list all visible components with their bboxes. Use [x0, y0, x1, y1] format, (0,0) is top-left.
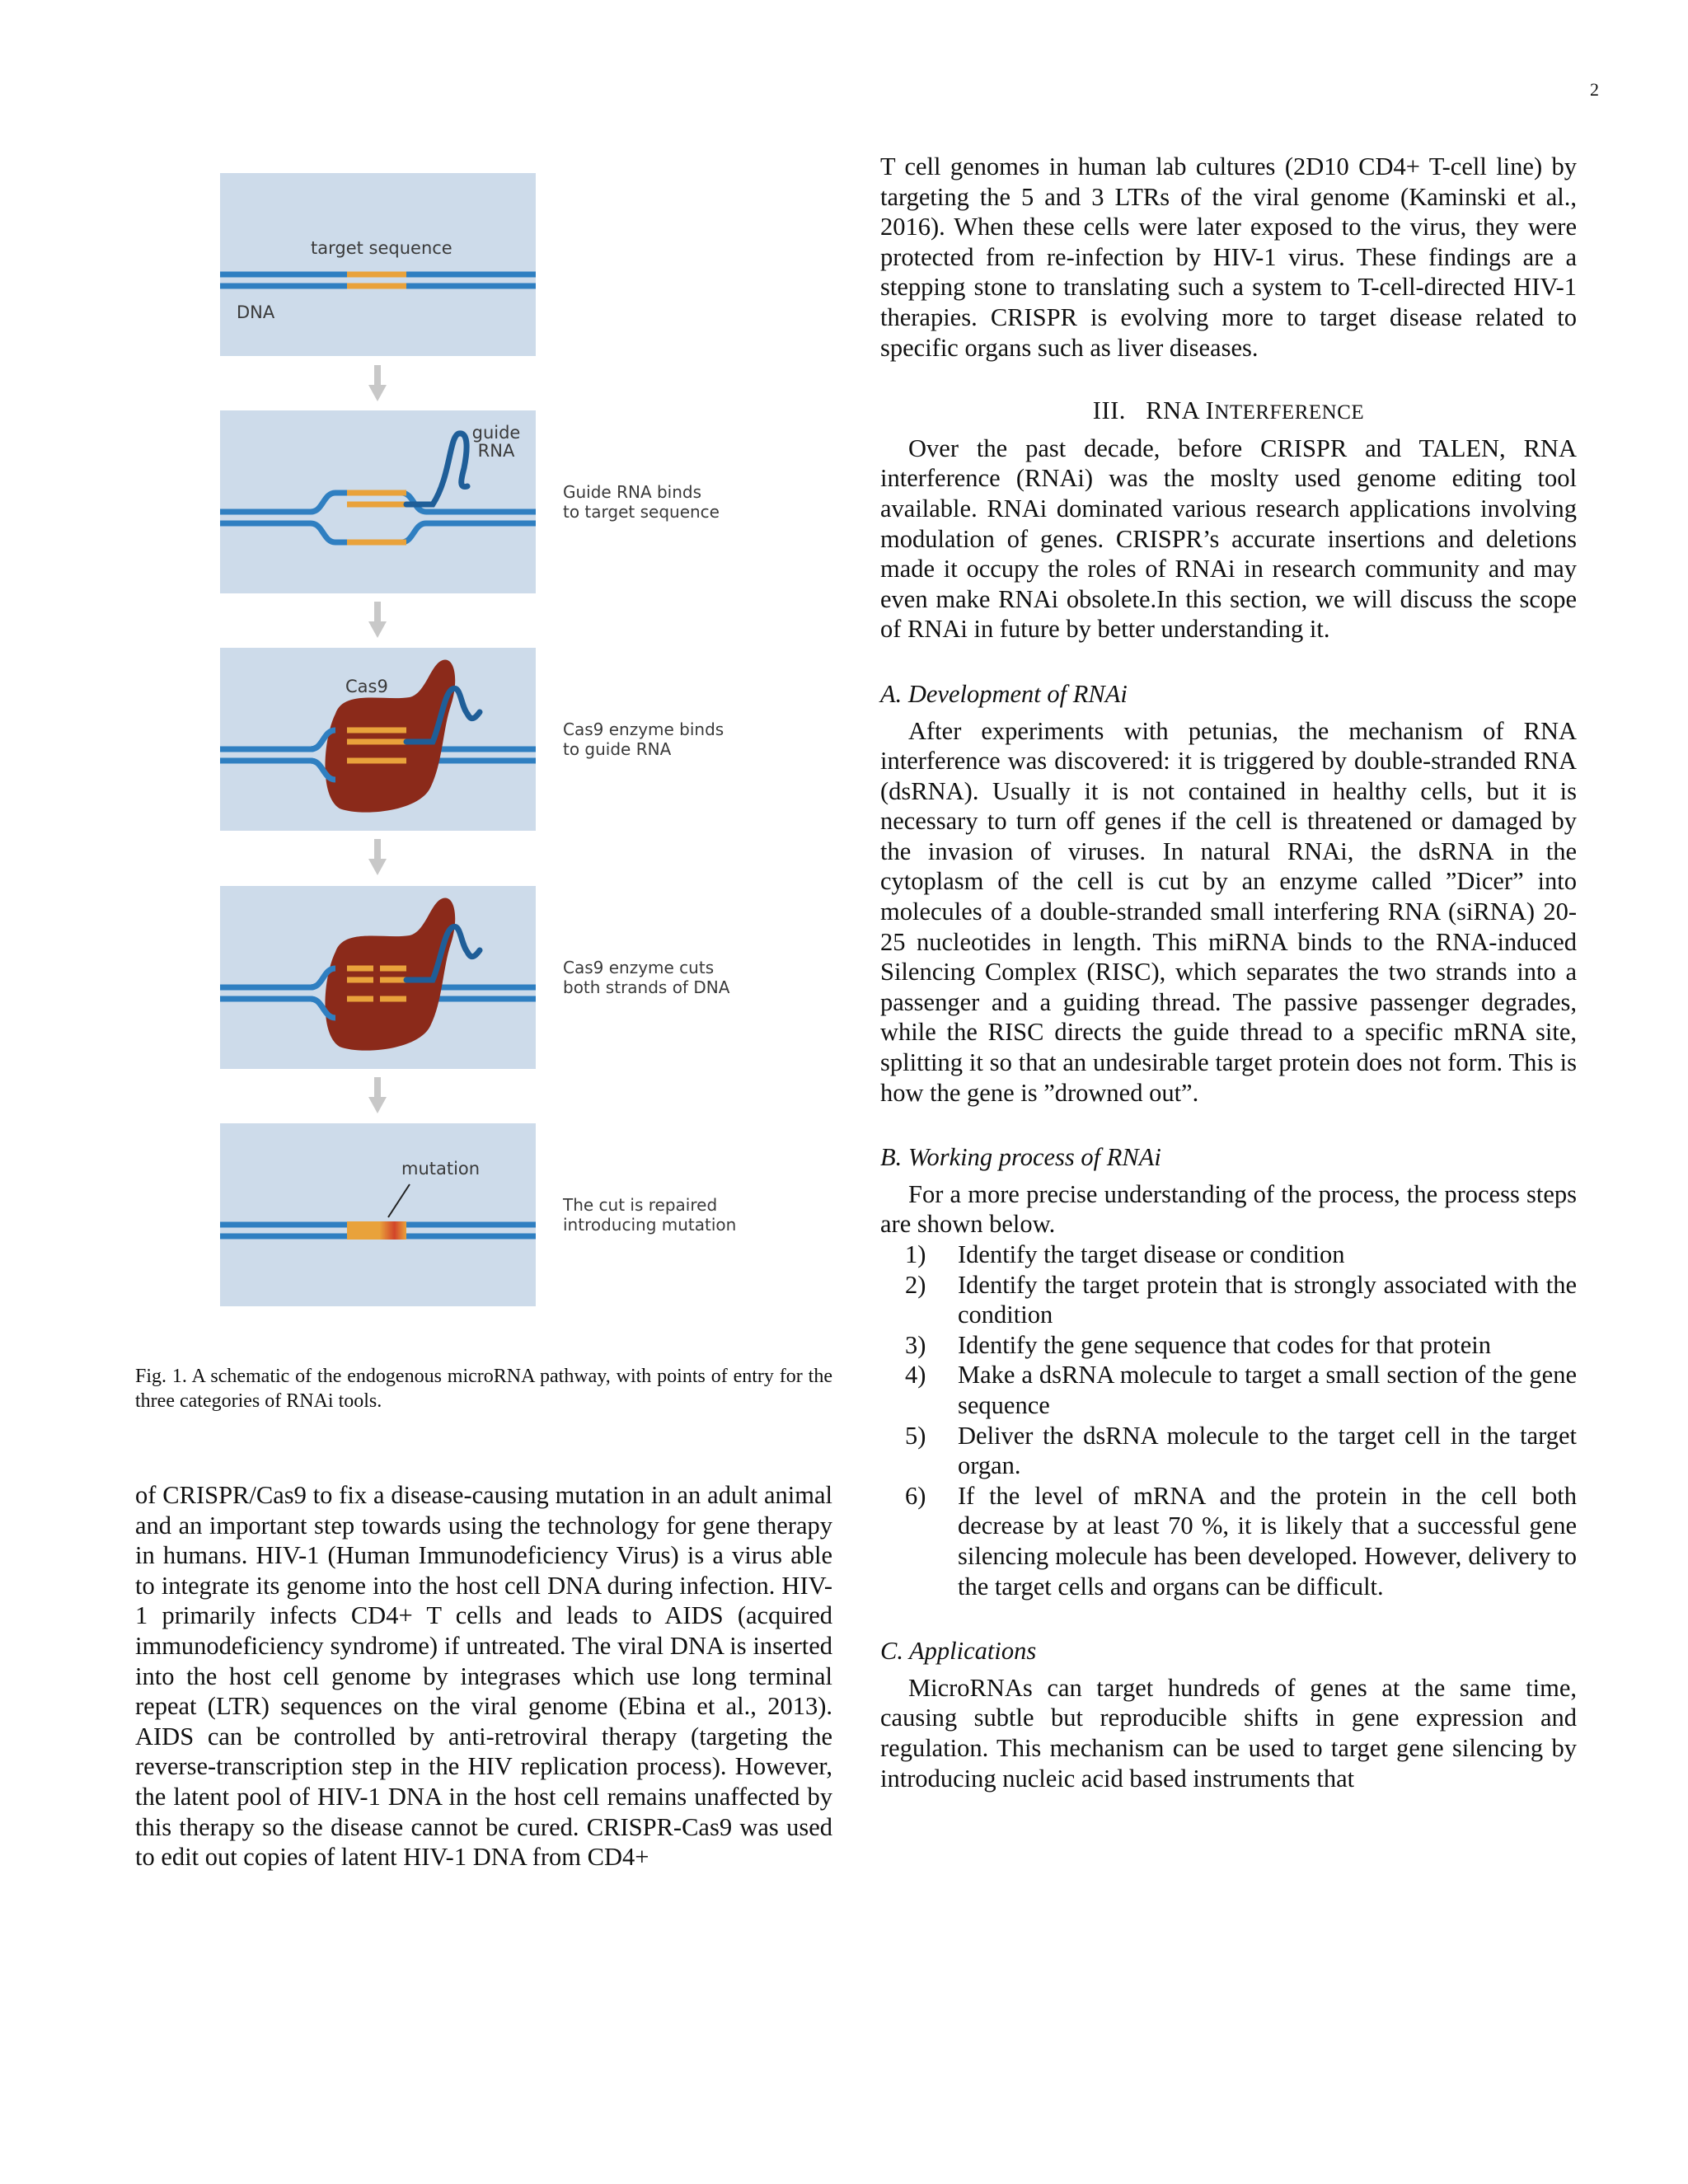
dna-target-diagram [220, 173, 536, 356]
panel-cas9-cuts [220, 886, 536, 1069]
arrow-down-icon [368, 365, 387, 401]
arrow-down-icon [368, 602, 387, 638]
body-paragraph: T cell genomes in human lab cultures (2D10 CD4+ T-cell line) by targeting the 5 and 3 LTRs of the viral genome (Kaminski et al., 2016). When these cells were later exposed to the virus, they were protected from re-infection by HIV-1 virus. These findings are a stepping stone to translating such a system to T-cell-directed HIV-1 therapies. CRISPR is evolving more to target disease related to specific organs such as liver diseases. [880, 152, 1577, 362]
mutation-diagram [220, 1123, 536, 1306]
arrow-down-icon [368, 1077, 387, 1113]
guide-rna-label: guide RNA [471, 423, 521, 461]
subsection-heading: B. Working process of RNAi [880, 1143, 1161, 1172]
step-label-2: Cas9 enzyme binds to guide RNA [563, 719, 724, 759]
step-label-3: Cas9 enzyme cuts both strands of DNA [563, 958, 730, 997]
body-paragraph: For a more precise understanding of the process, the process steps are shown below. [880, 1179, 1577, 1239]
panel-target-sequence [220, 173, 536, 356]
step-label-1: Guide RNA binds to target sequence [563, 482, 720, 522]
cas9-cuts-diagram [220, 886, 536, 1069]
section-heading: III. RNA INTERFERENCE [1092, 396, 1365, 425]
body-paragraph: of CRISPR/Cas9 to fix a disease-causing mutation in an adult animal and an important step towards using the technology for gene therapy in humans. HIV-1 (Human Immunodeficiency Virus) is a virus able to integrate its genome into the host cell DNA during infection. HIV-1 primarily infects CD4+ T cells and leads to AIDS (acquired immunodeficiency syndrome) if untreated. The viral DNA is inserted into the host cell genome by integrases which use long terminal repeat (LTR) sequences on the viral genome (Ebina et al., 2013). AIDS can be controlled by anti-retroviral therapy (targeting the reverse-transcription step in the HIV replication process). However, the latent pool of HIV-1 DNA in the host cell remains unaffected by this therapy so the disease cannot be cured. CRISPR-Cas9 was used to edit out copies of latent HIV-1 DNA from CD4+ [135, 1481, 832, 1872]
crispr-figure [132, 165, 824, 1319]
cas9-label: Cas9 [345, 677, 388, 696]
list-item: 3) Identify the gene sequence that codes for that protein [905, 1330, 1492, 1359]
cas9-binds-diagram [220, 648, 536, 831]
list-item: 1) Identify the target disease or condition [905, 1240, 1345, 1268]
panel-guide-rna-binds [220, 410, 536, 593]
list-item: 6) If the level of mRNA and the protein in the cell both decrease by at least 70 %, it is likely that a successful gene silencing molecule has been developed. However, delivery to the target cells and organs can be difficult. [905, 1481, 1577, 1601]
body-paragraph: Over the past decade, before CRISPR and TALEN, RNA interference (RNAi) was the moslty used genome editing tool available. RNAi dominated various research applications involving modulation of genes. CRISPR’s accurate insertions and deletions made it occupy the roles of RNAi in research community and may even make RNAi obsolete.In this section, we will discuss the scope of RNAi in future by better understanding it. [880, 434, 1577, 644]
dna-label: DNA [237, 302, 275, 322]
step-label-4: The cut is repaired introducing mutation [563, 1195, 737, 1235]
list-item: 4) Make a dsRNA molecule to target a small section of the gene sequence [905, 1361, 1577, 1419]
subsection-heading: A. Development of RNAi [880, 679, 1128, 708]
panel-cas9-binds [220, 648, 536, 831]
body-paragraph: MicroRNAs can target hundreds of genes at the same time, causing subtle but reproducible shifts in gene expression and regulation. This mechanism can be used to target gene silencing by introducing nucleic acid based instruments that [880, 1673, 1577, 1793]
list-item: 2) Identify the target protein that is strongly associated with the condition [905, 1270, 1577, 1329]
left-column [135, 1480, 832, 1872]
panel-cut-repaired [220, 1123, 536, 1306]
list-item: 5) Deliver the dsRNA molecule to the target cell in the target organ. [905, 1421, 1577, 1480]
target-sequence-label: target sequence [311, 238, 452, 258]
right-column [880, 152, 1577, 1793]
mutation-label: mutation [401, 1159, 481, 1179]
process-steps-list [880, 1240, 1577, 1601]
arrow-down-icon [368, 839, 387, 875]
subsection-heading: C. Applications [880, 1637, 1037, 1666]
page-number: 2 [1590, 79, 1599, 100]
figure-caption: Fig. 1. A schematic of the endogenous microRNA pathway, with points of entry for the three categories of RNAi tools. [135, 1366, 832, 1412]
body-paragraph: After experiments with petunias, the mechanism of RNA interference was discovered: it is triggered by double-stranded RNA (dsRNA). Usually it is not contained in healthy cells, but it is necessary to turn off genes if the cell is threatened or damaged by the invasion of viruses. In natural RNAi, the dsRNA in the cytoplasm of the cell is cut by an enzyme called ”Dicer” into molecules of a double-stranded small interfering RNA (siRNA) 20-25 nucleotides in length. This miRNA binds to the RNA-induced Silencing Complex (RISC), which separates the two strands into a passenger and a guiding thread. The passive passenger degrades, while the RISC directs the guide thread to a specific mRNA site, splitting it so that an undesirable target protein does not form. This is how the gene is ”drowned out”. [880, 716, 1577, 1107]
